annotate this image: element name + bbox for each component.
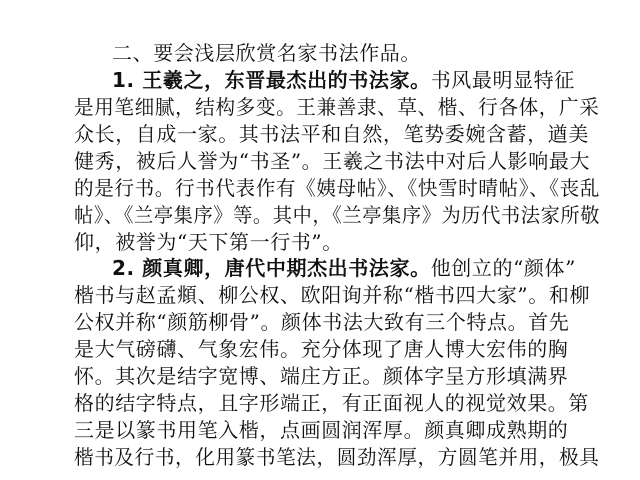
- item-2-line-0: 他创立的“颜体”: [430, 256, 576, 280]
- item-1-line-2: 众长，自成一家。其书法平和自然，笔势委婉含蓄，遒美: [74, 122, 589, 146]
- item-1-line-5: 帖》、《兰亭集序》等。其中，《兰亭集序》为历代书法家所敬: [74, 203, 601, 227]
- item-1-line-3: 健秀，被后人誉为“书圣”。王羲之书法中对后人影响最大: [74, 149, 591, 173]
- item-2-line-6: 三是以篆书用笔入楷，点画圆润浑厚。颜真卿成熟期的: [74, 418, 569, 442]
- section-heading: 二、要会浅层欣赏名家书法作品。: [112, 41, 421, 65]
- item-2-line-5: 格的结字特点，且字形端正，有正面视人的视觉效果。第: [74, 391, 589, 415]
- item-1-line-6: 仰，被誉为“天下第一行书”。: [74, 230, 343, 254]
- item-2-lead: 2. 颜真卿，唐代中期杰出书法家。: [112, 256, 431, 280]
- item-1-line-4: 的是行书。行书代表作有《姨母帖》、《快雪时晴帖》、《丧乱: [74, 176, 601, 200]
- item-1-first-line: [112, 67, 575, 93]
- item-1-line-0: 书风最明显特征: [430, 68, 575, 92]
- item-1-lead: 1. 王羲之，东晋最杰出的书法家。: [112, 68, 431, 92]
- item-1-line-1: 是用笔细腻，结构多变。王兼善隶、草、楷、行各体，广采: [74, 95, 600, 119]
- item-2-line-2: 公权并称“颜筋柳骨”。颜体书法大致有三个特点。首先: [74, 310, 570, 334]
- item-2-line-4: 怀。其次是结字宽博、端庄方正。颜体字呈方形填满界: [74, 364, 569, 388]
- item-2-line-3: 是大气磅礴、气象宏伟。充分体现了唐人博大宏伟的胸: [74, 337, 569, 361]
- item-2-first-line: [112, 255, 576, 281]
- item-2-line-1: 楷书与赵孟頫、柳公权、欧阳询并称“楷书四大家”。和柳: [74, 283, 591, 307]
- item-2-line-7: 楷书及行书，化用篆书笔法，圆劲浑厚，方圆笔并用，极具: [74, 445, 600, 469]
